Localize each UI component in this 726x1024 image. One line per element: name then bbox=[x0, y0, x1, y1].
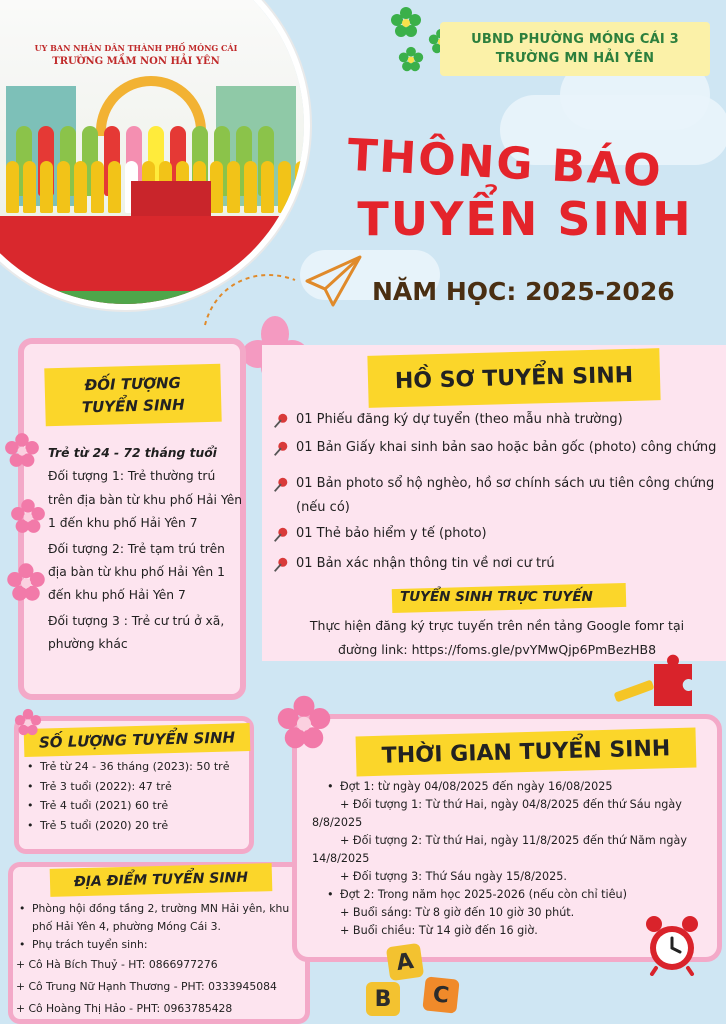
letter-block-a: A bbox=[386, 943, 424, 981]
list-item bbox=[272, 552, 722, 576]
ho-so-item-text: 01 Thẻ bảo hiểm y tế (photo) bbox=[296, 526, 487, 541]
dia-diem-place: • Phòng hội đồng tầng 2, trường MN Hải yên, khu phố Hải Yên 4, phường Móng Cái 3. bbox=[16, 900, 308, 936]
school-line1: UBND PHƯỜNG MÓNG CÁI 3 bbox=[471, 31, 679, 47]
ho-so-item-text: 01 Bản photo sổ hộ nghèo, hồ sơ chính sách ưu tiên công chứng (nếu có) bbox=[296, 476, 715, 515]
doi-tuong-3: Đối tượng 3 : Trẻ cư trú ở xã, phường khác bbox=[48, 613, 225, 652]
pink-flower-icon bbox=[14, 708, 42, 736]
alarm-clock-icon bbox=[640, 912, 704, 976]
doi-tuong-title-line2: TUYỂN SINH bbox=[81, 395, 185, 417]
photo-banner-line1: UY BAN NHÂN DÂN THÀNH PHỐ MÓNG CÁI bbox=[34, 43, 238, 53]
dia-diem-content bbox=[16, 900, 308, 1018]
letter-block-b: B bbox=[366, 982, 400, 1016]
ho-so-item-text: 01 Bản xác nhận thông tin về nơi cư trú bbox=[296, 556, 555, 571]
letter-block-c: C bbox=[422, 976, 459, 1013]
pink-flower-icon bbox=[276, 694, 332, 750]
photo-banner bbox=[31, 42, 241, 82]
pink-flower-icon bbox=[6, 562, 46, 602]
so-luong-list bbox=[24, 757, 252, 835]
list-item bbox=[272, 436, 722, 460]
doi-tuong-content bbox=[48, 442, 244, 657]
flower-icon bbox=[390, 6, 422, 38]
dot-2-chieu: + Buổi chiều: Từ 14 giờ đến 16 giờ. bbox=[340, 924, 538, 937]
truc-tuyen-text-line1: Thực hiện đăng ký trực tuyến trên nền tảng Google fomr tại bbox=[309, 618, 685, 633]
age-range: Trẻ từ 24 - 72 tháng tuổi bbox=[48, 446, 217, 460]
pink-flower-icon bbox=[4, 432, 40, 468]
school-name-box bbox=[440, 22, 710, 76]
pushpin-icon bbox=[272, 556, 290, 574]
pushpin-icon bbox=[272, 526, 290, 544]
contact-item: + Cô Hoàng Thị Hảo - PHT: 0963785428 bbox=[16, 1002, 233, 1015]
school-year: NĂM HỌC: 2025-2026 bbox=[372, 277, 675, 306]
list-item: • Trẻ 5 tuổi (2020) 20 trẻ bbox=[24, 816, 252, 836]
contact-item: + Cô Hà Bích Thuỷ - HT: 0866977276 bbox=[16, 958, 218, 971]
dot-1-doi-tuong-2: + Đối tượng 2: Từ thứ Hai, ngày 11/8/2025 đến thứ Năm ngày 14/8/2025 bbox=[312, 834, 687, 865]
pushpin-icon bbox=[272, 476, 290, 494]
doi-tuong-title-line1: ĐỐI TƯỢNG bbox=[84, 373, 182, 395]
puzzle-icon bbox=[612, 652, 698, 712]
pushpin-icon bbox=[272, 412, 290, 430]
list-item bbox=[272, 472, 722, 520]
ho-so-title: HỒ SƠ TUYỂN SINH bbox=[367, 348, 660, 408]
thoi-gian-title: THỜI GIAN TUYỂN SINH bbox=[356, 728, 697, 777]
dot-2-sang: + Buổi sáng: Từ 8 giờ đến 10 giờ 30 phút. bbox=[340, 906, 575, 919]
title-thong-bao: THÔNG BÁO bbox=[346, 129, 664, 198]
pushpin-icon bbox=[272, 440, 290, 458]
truc-tuyen-title: TUYỂN SINH TRỰC TUYẾN bbox=[400, 589, 593, 605]
contact-item: + Cô Trung Nữ Hạnh Thương - PHT: 0333945084 bbox=[16, 980, 277, 993]
dot-2: • Đợt 2: Trong năm học 2025-2026 (nếu còn chỉ tiêu) bbox=[324, 886, 714, 904]
doi-tuong-2: Đối tượng 2: Trẻ tạm trú trên địa bàn từ khu phố Hải Yên 1 đến khu phố Hải Yên 7 bbox=[48, 541, 225, 603]
list-item: • Trẻ 3 tuổi (2022): 47 trẻ bbox=[24, 777, 252, 797]
doi-tuong-title bbox=[44, 364, 221, 427]
list-item: • Trẻ 4 tuổi (2021) 60 trẻ bbox=[24, 796, 252, 816]
list-item bbox=[272, 522, 722, 546]
dot-1: • Đợt 1: từ ngày 04/08/2025 đến ngày 16/08/2025 bbox=[324, 778, 714, 796]
photo-banner-line2: TRƯỜNG MẦM NON HẢI YÊN bbox=[52, 56, 220, 67]
ho-so-item-text: 01 Bản Giấy khai sinh bản sao hoặc bản gốc (photo) công chứng bbox=[296, 440, 717, 455]
dia-diem-contact-label: • Phụ trách tuyển sinh: bbox=[16, 936, 308, 954]
flower-icon bbox=[398, 46, 424, 72]
school-line2: TRƯỜNG MN HẢI YÊN bbox=[495, 51, 655, 66]
ho-so-list bbox=[272, 408, 722, 576]
list-item: • Trẻ từ 24 - 36 tháng (2023): 50 trẻ bbox=[24, 757, 252, 777]
list-item bbox=[272, 408, 722, 432]
dot-1-doi-tuong-1: + Đối tượng 1: Từ thứ Hai, ngày 04/8/2025 đến thứ Sáu ngày 8/8/2025 bbox=[312, 798, 682, 829]
pink-flower-icon bbox=[10, 498, 46, 534]
doi-tuong-1: Đối tượng 1: Trẻ thường trú trên địa bàn từ khu phố Hải Yên 1 đến khu phố Hải Yên 7 bbox=[48, 469, 243, 531]
dia-diem-title: ĐỊA ĐIỂM TUYỂN SINH bbox=[50, 863, 273, 897]
so-luong-title: SỐ LƯỢNG TUYỂN SINH bbox=[24, 723, 251, 757]
dot-1-doi-tuong-3: + Đối tượng 3: Thứ Sáu ngày 15/8/2025. bbox=[340, 870, 567, 883]
truc-tuyen-link: đường link: https://foms.gle/pvYMwQjp6PmBezHB8 bbox=[337, 642, 657, 657]
ho-so-item-text: 01 Phiếu đăng ký dự tuyển (theo mẫu nhà trường) bbox=[296, 412, 623, 427]
title-tuyen-sinh: TUYỂN SINH bbox=[357, 192, 693, 246]
